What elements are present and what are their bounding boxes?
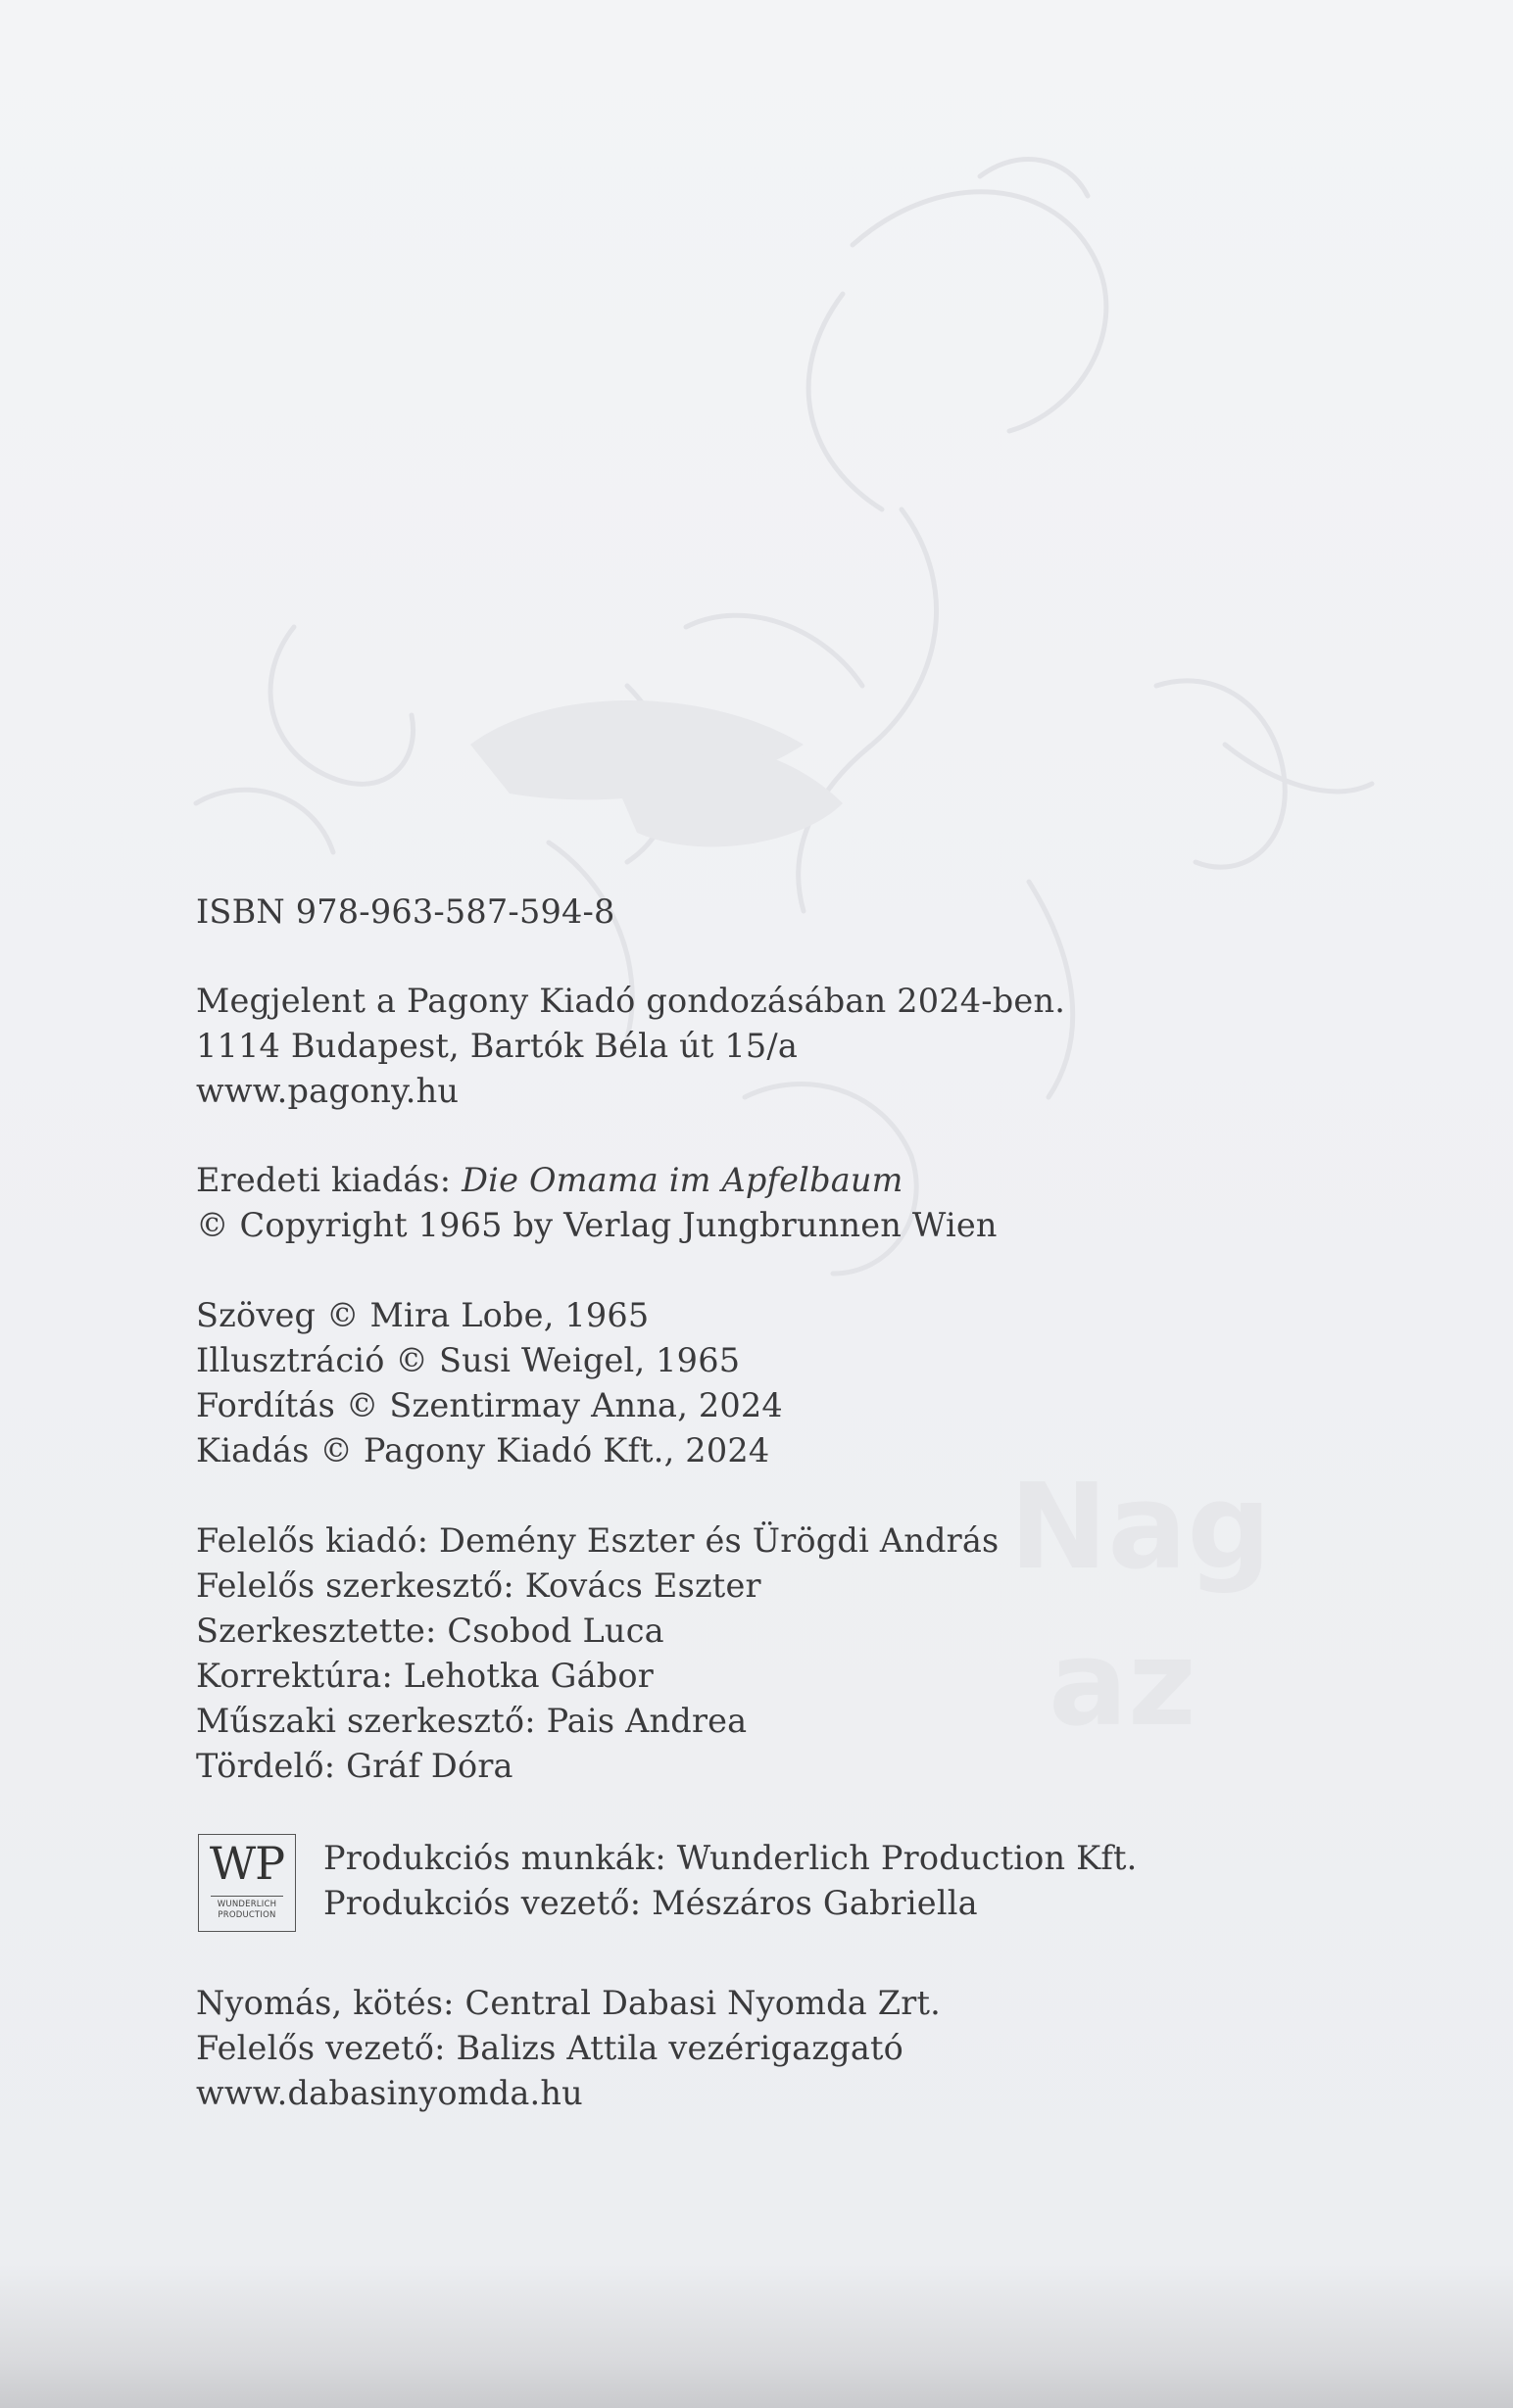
printing-block bbox=[196, 1981, 1333, 2116]
original-edition-line bbox=[196, 1158, 1333, 1203]
credit-illustration: Illusztráció © Susi Weigel, 1965 bbox=[196, 1341, 741, 1379]
original-edition-block bbox=[196, 1158, 1333, 1248]
production-text bbox=[323, 1836, 1138, 1926]
publisher-block bbox=[196, 979, 1333, 1114]
staff-technical-editor: Műszaki szerkesztő: Pais Andrea bbox=[196, 1702, 748, 1740]
credits-block bbox=[196, 1293, 1333, 1473]
original-copyright: © Copyright 1965 by Verlag Jungbrunnen Wien bbox=[196, 1206, 998, 1244]
svg-text:az: az bbox=[1049, 1616, 1196, 1753]
staff-block bbox=[196, 1518, 1333, 1789]
staff-proofreader: Korrektúra: Lehotka Gábor bbox=[196, 1657, 654, 1695]
wunderlich-production-logo bbox=[198, 1834, 296, 1932]
credit-text: Szöveg © Mira Lobe, 1965 bbox=[196, 1296, 650, 1334]
printer: Nyomás, kötés: Central Dabasi Nyomda Zrt. bbox=[196, 1984, 942, 2022]
publisher-statement: Megjelent a Pagony Kiadó gondozásában 2024-ben. bbox=[196, 982, 1066, 1020]
imprint-block bbox=[196, 890, 1333, 2116]
publisher-address: 1114 Budapest, Bartók Béla út 15/a bbox=[196, 1027, 799, 1065]
logo-mark: WP bbox=[209, 1837, 285, 1890]
staff-responsible-editor: Felelős szerkesztő: Kovács Eszter bbox=[196, 1566, 761, 1605]
production-works: Produkciós munkák: Wunderlich Production Kft. bbox=[323, 1839, 1138, 1877]
printer-website: www.dabasinyomda.hu bbox=[196, 2074, 583, 2112]
credit-translation: Fordítás © Szentirmay Anna, 2024 bbox=[196, 1386, 783, 1424]
original-edition-title: Die Omama im Apfelbaum bbox=[462, 1161, 903, 1199]
credit-edition: Kiadás © Pagony Kiadó Kft., 2024 bbox=[196, 1431, 770, 1469]
isbn: ISBN 978-963-587-594-8 bbox=[196, 892, 615, 931]
printing-manager: Felelős vezető: Balizs Attila vezérigazgató bbox=[196, 2029, 904, 2067]
production-lead: Produkciós vezető: Mészáros Gabriella bbox=[323, 1884, 978, 1922]
staff-editor: Szerkesztette: Csobod Luca bbox=[196, 1612, 664, 1650]
original-edition-label: Eredeti kiadás: bbox=[196, 1161, 463, 1199]
production-block bbox=[196, 1834, 1333, 1936]
publisher-website: www.pagony.hu bbox=[196, 1072, 460, 1110]
isbn-block bbox=[196, 890, 1333, 935]
staff-responsible-publisher: Felelős kiadó: Demény Eszter és Ürögdi András bbox=[196, 1521, 1000, 1560]
logo-subtitle: WUNDERLICH PRODUCTION bbox=[217, 1900, 277, 1920]
svg-text:Nag: Nag bbox=[1009, 1460, 1272, 1596]
staff-typesetter: Tördelő: Gráf Dóra bbox=[196, 1747, 513, 1785]
